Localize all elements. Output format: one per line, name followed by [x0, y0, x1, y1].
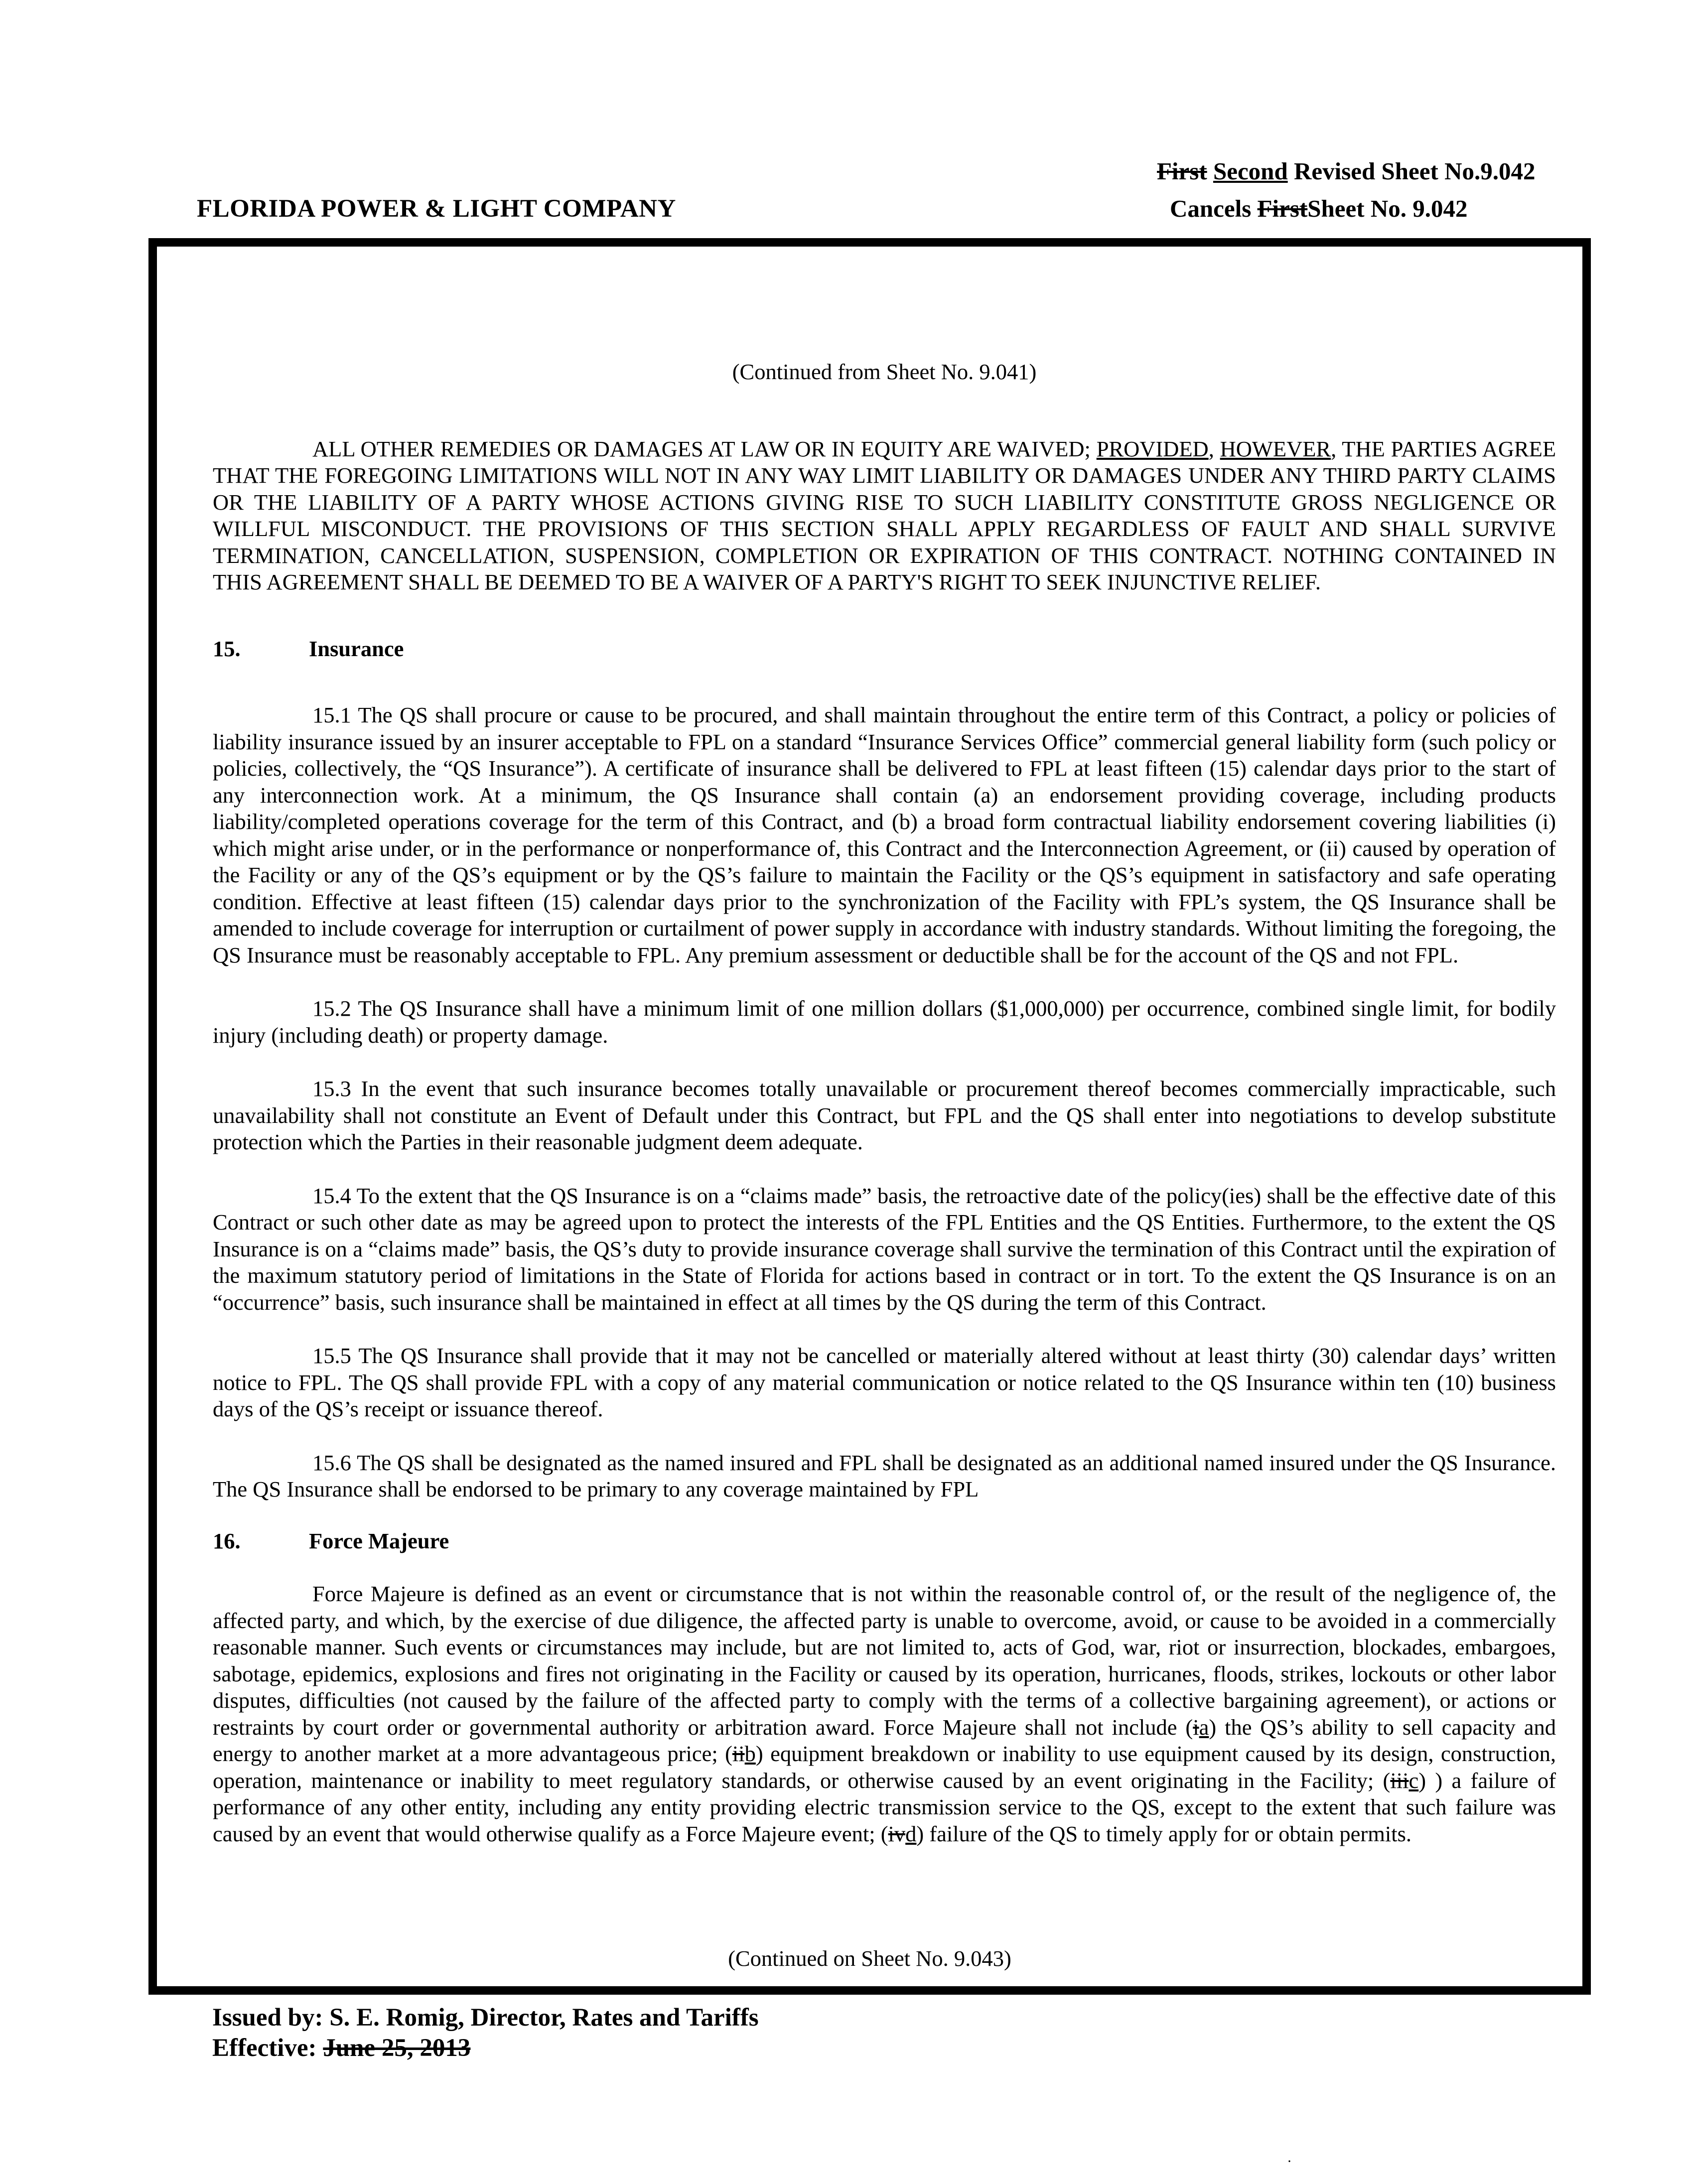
fm-text-3: ) equipment breakdown or inability to use equipment caused by its design, construction, operation, maintenance or inability to meet regulatory standards, or otherwise caused by an event originating in the Facility; ( [213, 1741, 1556, 1793]
issued-by: Issued by: S. E. Romig, Director, Rates and Tariffs [212, 2004, 759, 2032]
waiver-text-start: ALL OTHER REMEDIES OR DAMAGES AT LAW OR IN EQUITY ARE WAIVED; [312, 436, 1097, 461]
fm-inserted-c: c [1408, 1768, 1419, 1793]
section-16-heading [213, 1528, 1556, 1555]
sheet-number [1157, 157, 1535, 185]
scan-speck: · [1287, 2153, 1292, 2170]
struck-cancels-word: First [1257, 195, 1308, 222]
provided-underlined: PROVIDED [1096, 436, 1209, 461]
liability-waiver-paragraph [213, 436, 1556, 596]
paragraph-15-6: 15.6 The QS shall be designated as the named insured and FPL shall be designated as an additional named insured under the QS Insurance. The QS Insurance shall be endorsed to be primary to any coverage maintained by FPL [213, 1450, 1556, 1502]
tariff-body [213, 359, 1556, 1847]
fm-text-2: ) the QS’s ability to sell capacity and energy to another market at a more advantageous price; ( [213, 1714, 1556, 1766]
paragraph-15-2: 15.2 The QS Insurance shall have a minimum limit of one million dollars ($1,000,000) per occurrence, combined single limit, for bodily injury (including death) or property damage. [213, 996, 1556, 1048]
cancels-prefix: Cancels [1170, 195, 1252, 222]
fm-inserted-d: d [905, 1821, 917, 1846]
cancels-sheet [1170, 194, 1467, 223]
fm-struck-ii: ii [732, 1741, 745, 1766]
fm-inserted-b: b [744, 1741, 756, 1766]
cancels-sheet-text: Sheet No. 9.042 [1307, 195, 1468, 222]
section-16-title: Force Majeure [309, 1528, 449, 1553]
inserted-sheet-word: Second [1213, 157, 1288, 185]
however-underlined: HOWEVER [1220, 436, 1331, 461]
sheet-number-text: Revised Sheet No.9.042 [1293, 157, 1536, 185]
effective-date [212, 2033, 759, 2063]
continued-on-note: (Continued on Sheet No. 9.043) [728, 1946, 1011, 1971]
section-15-number: 15. [213, 636, 241, 661]
fm-struck-i: i [1193, 1714, 1199, 1740]
struck-sheet-word: First [1157, 157, 1207, 185]
effective-label: Effective: [212, 2034, 323, 2062]
force-majeure-paragraph [213, 1581, 1556, 1847]
section-15-heading [213, 636, 1556, 663]
paragraph-15-5: 15.5 The QS Insurance shall provide that it may not be cancelled or materially altered without at least thirty (30) calendar days’ written notice to FPL. The QS shall provide FPL with a copy of any material communication or notice related to the QS Insurance within ten (10) business days of the QS’s receipt or issuance thereof. [213, 1343, 1556, 1421]
section-15-title: Insurance [309, 636, 404, 661]
fm-struck-iv: iv [888, 1821, 906, 1846]
fm-text-1: Force Majeure is defined as an event or circumstance that is not within the reasonable control of, or the result of the negligence of, the affected party, and which, by the exercise of due diligence, the affected party is unable to overcome, avoid, or cause to be avoided in a commercially reasonable manner. Such events or circumstances may include, but are not limited to, acts of God, war, riot or insurrection, blockades, embargoes, sabotage, epidemics, explosions and fires not originating in the Facility or caused by its operation, hurricanes, floods, strikes, lockouts or other labor disputes, difficulties (not caused by the failure of the affected party to comply with the terms of a collective bargaining agreement), or actions or restraints by court order or governmental authority or arbitration award. Force Majeure shall not include ( [213, 1581, 1556, 1740]
paragraph-15-3: 15.3 In the event that such insurance becomes totally unavailable or procurement thereof becomes commercially impracticable, such unavailability shall not constitute an Event of Default under this Contract, but FPL and the QS shall enter into negotiations to develop substitute protection which the Parties in their reasonable judgment deem adequate. [213, 1076, 1556, 1154]
fm-struck-iii: iii [1390, 1768, 1409, 1793]
continued-from-note: (Continued from Sheet No. 9.041) [732, 359, 1037, 384]
waiver-text-end: , THE PARTIES AGREE THAT THE FOREGOING LIMITATIONS WILL NOT IN ANY WAY LIMIT LIABILITY OR DAMAGES UNDER ANY THIRD PARTY CLAIMS OR THE LIABILITY OF A PARTY WHOSE ACTIONS GIVING RISE TO SUCH LIABILITY CONSTITUTE GROSS NEGLIGENCE OR WILLFUL MISCONDUCT. THE PROVISIONS OF THIS SECTION SHALL APPLY REGARDLESS OF FAULT AND SHALL SURVIVE TERMINATION, CANCELLATION, SUSPENSION, COMPLETION OR EXPIRATION OF THIS CONTRACT. NOTHING CONTAINED IN THIS AGREEMENT SHALL BE DEEMED TO BE A WAIVER OF A PARTY'S RIGHT TO SEEK INJUNCTIVE RELIEF. [213, 436, 1556, 594]
issuance-footer [212, 2003, 759, 2063]
fm-text-5: ) failure of the QS to timely apply for or obtain permits. [916, 1821, 1412, 1846]
section-16-number: 16. [213, 1528, 241, 1553]
fm-inserted-a: a [1199, 1714, 1209, 1740]
struck-effective-date: June 25, 2013 [323, 2034, 471, 2062]
fm-text-4: ) ) a failure of performance of any other entity, including any entity providing electric transmission service to the QS, except to the extent that such failure was caused by an event that would otherwise qualify as a Force Majeure event; ( [213, 1768, 1556, 1846]
paragraph-15-1: 15.1 The QS shall procure or cause to be procured, and shall maintain throughout the entire term of this Contract, a policy or policies of liability insurance issued by an insurer acceptable to FPL on a standard “Insurance Services Office” commercial general liability form (such policy or policies, collectively, the “QS Insurance”). A certificate of insurance shall be delivered to FPL at least fifteen (15) calendar days prior to the start of any interconnection work. At a minimum, the QS Insurance shall contain (a) an endorsement providing coverage, including products liability/completed operations coverage for the term of this Contract, and (b) a broad form contractual liability endorsement covering liabilities (i) which might arise under, or in the performance or nonperformance of, this Contract and the Interconnection Agreement, or (ii) caused by operation of the Facility or any of the QS’s equipment or by the QS’s failure to maintain the Facility or the QS’s equipment in satisfactory and safe operating condition. Effective at least fifteen (15) calendar days prior to the synchronization of the Facility with FPL’s system, the QS Insurance shall be amended to include coverage for interruption or curtailment of power supply in accordance with industry standards. Without limiting the foregoing, the QS Insurance must be reasonably acceptable to FPL. Any premium assessment or deductible shall be for the account of the QS and not FPL. [213, 702, 1556, 967]
waiver-comma: , [1208, 436, 1220, 461]
paragraph-15-4: 15.4 To the extent that the QS Insurance is on a “claims made” basis, the retroactive date of the policy(ies) shall be the effective date of this Contract or such other date as may be agreed upon to protect the interests of the FPL Entities and the QS Entities. Furthermore, to the extent the QS Insurance is on a “claims made” basis, the QS’s duty to provide insurance coverage shall survive the termination of this Contract until the expiration of the maximum statutory period of limitations in the State of Florida for actions based in contract or in tort. To the extent the QS Insurance is on an “occurrence” basis, such insurance shall be maintained in effect at all times by the QS during the term of this Contract. [213, 1183, 1556, 1315]
company-name: FLORIDA POWER & LIGHT COMPANY [197, 195, 676, 223]
